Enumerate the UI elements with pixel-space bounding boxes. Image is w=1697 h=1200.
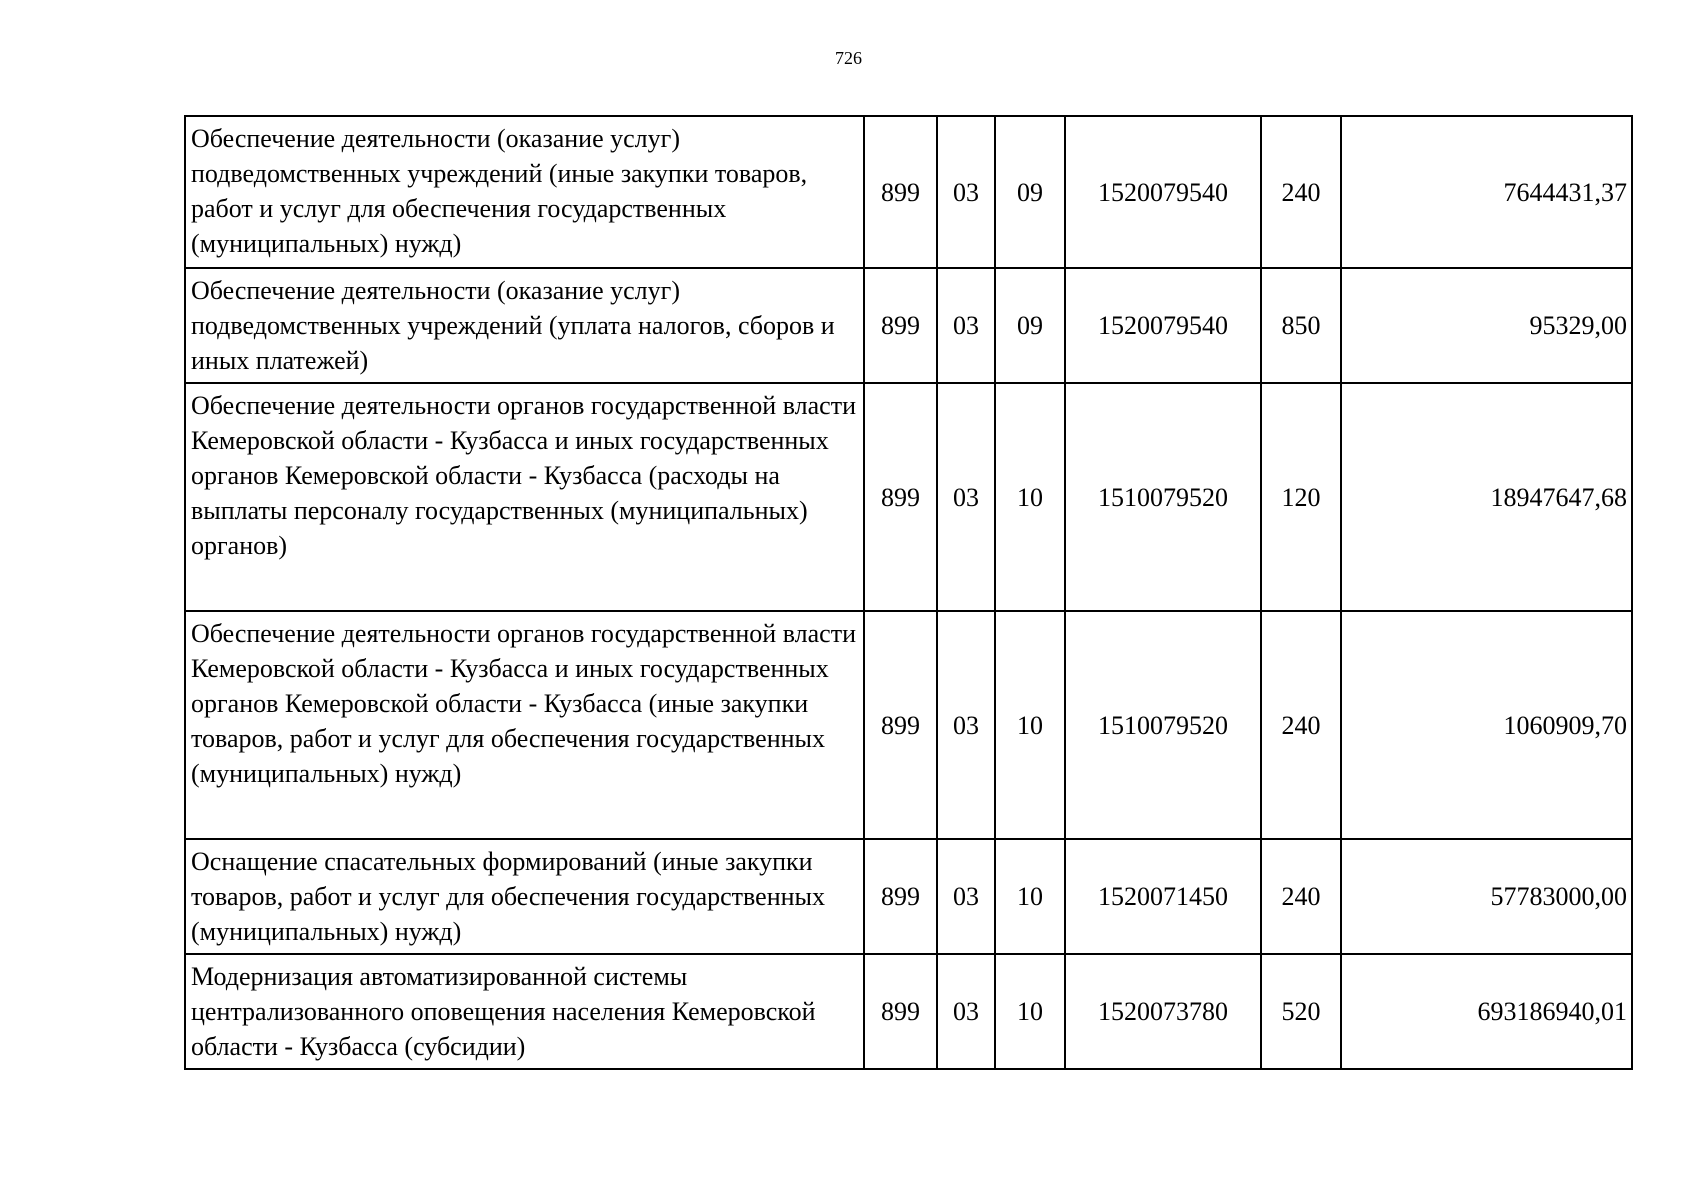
expense-type-code-cell: 520	[1261, 954, 1341, 1069]
target-article-code-cell: 1520073780	[1065, 954, 1261, 1069]
department-code-cell: 899	[864, 383, 937, 611]
section-code-cell: 03	[937, 268, 995, 383]
amount-cell: 7644431,37	[1341, 116, 1632, 268]
amount-cell: 18947647,68	[1341, 383, 1632, 611]
expense-type-code-cell: 240	[1261, 611, 1341, 839]
department-code-cell: 899	[864, 268, 937, 383]
department-code-cell: 899	[864, 611, 937, 839]
table-row	[185, 116, 1632, 268]
table-row	[185, 611, 1632, 839]
section-code-cell: 03	[937, 611, 995, 839]
expense-name-cell: Обеспечение деятельности (оказание услуг) подведомственных учреждений (иные закупки товаров, работ и услуг для обеспечения государственных (муниципальных) нужд)	[185, 116, 864, 268]
amount-cell: 1060909,70	[1341, 611, 1632, 839]
amount-cell: 95329,00	[1341, 268, 1632, 383]
section-code-cell: 03	[937, 954, 995, 1069]
table-row	[185, 839, 1632, 954]
target-article-code-cell: 1510079520	[1065, 383, 1261, 611]
department-code-cell: 899	[864, 954, 937, 1069]
page-number: 726	[835, 48, 862, 68]
expense-name-cell: Обеспечение деятельности органов государственной власти Кемеровской области - Кузбасса и иных государственных органов Кемеровской области - Кузбасса (иные закупки товаров, работ и услуг для обеспечения государственных (муниципальных) нужд)	[185, 611, 864, 839]
target-article-code-cell: 1520071450	[1065, 839, 1261, 954]
table-row	[185, 383, 1632, 611]
section-code-cell: 03	[937, 839, 995, 954]
department-code-cell: 899	[864, 839, 937, 954]
expense-type-code-cell: 240	[1261, 839, 1341, 954]
target-article-code-cell: 1520079540	[1065, 268, 1261, 383]
subsection-code-cell: 10	[995, 839, 1065, 954]
section-code-cell: 03	[937, 383, 995, 611]
expense-type-code-cell: 240	[1261, 116, 1341, 268]
expense-name-cell: Оснащение спасательных формирований (иные закупки товаров, работ и услуг для обеспечения государственных (муниципальных) нужд)	[185, 839, 864, 954]
expense-name-cell: Обеспечение деятельности (оказание услуг) подведомственных учреждений (уплата налогов, сборов и иных платежей)	[185, 268, 864, 383]
subsection-code-cell: 09	[995, 268, 1065, 383]
department-code-cell: 899	[864, 116, 937, 268]
amount-cell: 693186940,01	[1341, 954, 1632, 1069]
target-article-code-cell: 1520079540	[1065, 116, 1261, 268]
expense-name-cell: Обеспечение деятельности органов государственной власти Кемеровской области - Кузбасса и иных государственных органов Кемеровской области - Кузбасса (расходы на выплаты персоналу государственных (муниципальных) органов)	[185, 383, 864, 611]
expense-type-code-cell: 120	[1261, 383, 1341, 611]
subsection-code-cell: 09	[995, 116, 1065, 268]
section-code-cell: 03	[937, 116, 995, 268]
amount-cell: 57783000,00	[1341, 839, 1632, 954]
subsection-code-cell: 10	[995, 611, 1065, 839]
expense-type-code-cell: 850	[1261, 268, 1341, 383]
table-row	[185, 954, 1632, 1069]
subsection-code-cell: 10	[995, 383, 1065, 611]
subsection-code-cell: 10	[995, 954, 1065, 1069]
table-row	[185, 268, 1632, 383]
target-article-code-cell: 1510079520	[1065, 611, 1261, 839]
expense-name-cell: Модернизация автоматизированной системы централизованного оповещения населения Кемеровской области - Кузбасса (субсидии)	[185, 954, 864, 1069]
budget-table	[184, 115, 1633, 1070]
